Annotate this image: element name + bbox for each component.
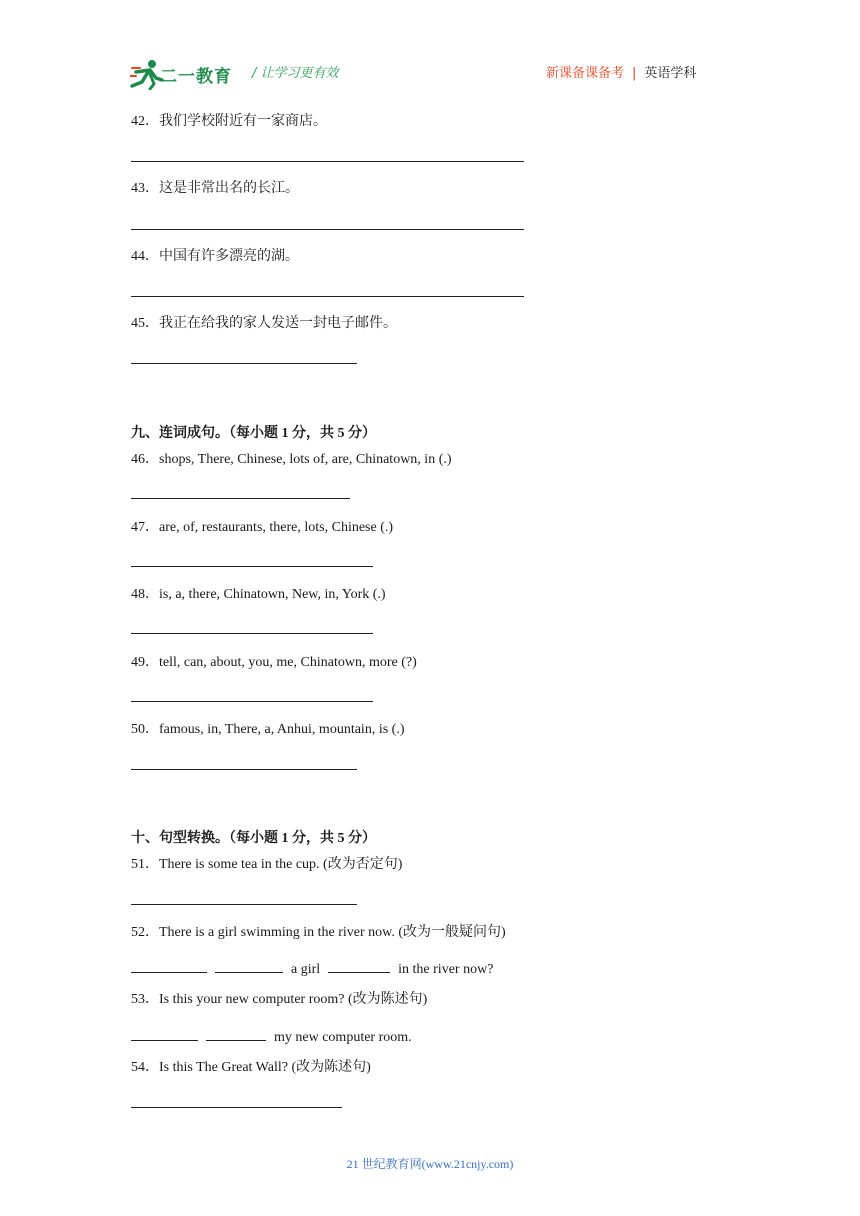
blank-52-1[interactable] <box>131 958 207 973</box>
answer-line-43[interactable] <box>131 229 524 230</box>
blank-53-2[interactable] <box>206 1026 266 1041</box>
question-49: 49．tell, can, about, you, me, Chinatown, more (?) <box>131 655 417 670</box>
header-divider: | <box>632 66 637 81</box>
answer-line-48[interactable] <box>131 633 373 634</box>
answer-line-54[interactable] <box>131 1107 342 1108</box>
runner-logo-icon <box>130 58 164 90</box>
answer-line-50[interactable] <box>131 769 357 770</box>
answer-row-53 <box>131 1026 412 1047</box>
footer-link[interactable]: 21 世纪教育网(www.21cnjy.com) <box>346 1157 514 1171</box>
blank-53-1[interactable] <box>131 1026 198 1041</box>
answer-line-45[interactable] <box>131 363 357 364</box>
answer-line-44[interactable] <box>131 296 524 297</box>
answer-row-52 <box>131 958 493 979</box>
question-53: 53．Is this your new computer room? (改为陈述句) <box>131 992 428 1007</box>
question-44: 44．中国有许多漂亮的湖。 <box>131 249 299 264</box>
course-label: 新课备课备考 <box>546 66 625 81</box>
question-47: 47．are, of, restaurants, there, lots, Chinese (.) <box>131 520 394 535</box>
question-46: 46．shops, There, Chinese, lots of, are, Chinatown, in (.) <box>131 452 452 467</box>
page-header <box>0 0 860 100</box>
fill-text-52-1: a girl <box>291 962 321 977</box>
question-43: 43．这是非常出名的长江。 <box>131 181 299 196</box>
section-9-title: 九、连词成句。（每小题 1 分，共 5 分） <box>131 426 376 441</box>
answer-line-49[interactable] <box>131 701 373 702</box>
answer-line-42[interactable] <box>131 161 524 162</box>
slogan: / 让学习更有效 <box>252 66 339 81</box>
section-10-title: 十、句型转换。（每小题 1 分，共 5 分） <box>131 831 376 846</box>
question-45: 45．我正在给我的家人发送一封电子邮件。 <box>131 316 397 331</box>
fill-text-53: my new computer room. <box>274 1030 412 1045</box>
subject-label: 英语学科 <box>644 66 697 81</box>
fill-text-52-2: in the river now? <box>398 962 494 977</box>
answer-line-47[interactable] <box>131 566 373 567</box>
question-42: 42．我们学校附近有一家商店。 <box>131 114 327 129</box>
question-50: 50．famous, in, There, a, Anhui, mountain, is (.) <box>131 722 405 737</box>
blank-52-3[interactable] <box>328 958 390 973</box>
question-54: 54．Is this The Great Wall? (改为陈述句) <box>131 1060 371 1075</box>
answer-line-46[interactable] <box>131 498 350 499</box>
answer-line-51[interactable] <box>131 904 357 905</box>
question-48: 48．is, a, there, Chinatown, New, in, York (.) <box>131 587 386 602</box>
logo-text: 二一教育 <box>160 67 232 87</box>
blank-52-2[interactable] <box>215 958 283 973</box>
question-52: 52．There is a girl swimming in the river now. (改为一般疑问句) <box>131 925 506 940</box>
logo <box>130 58 240 90</box>
header-subject <box>546 62 696 81</box>
question-51: 51．There is some tea in the cup. (改为否定句) <box>131 857 403 872</box>
